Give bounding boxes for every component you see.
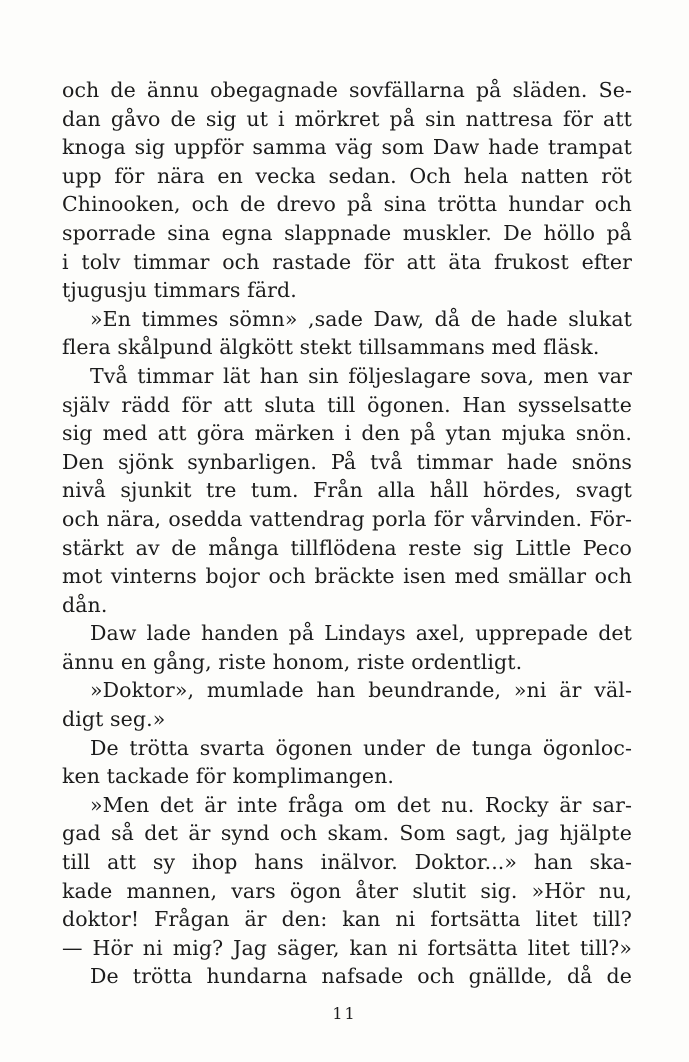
- text-line-6: sporrade sina egna slappnade muskler. De höllo på: [62, 220, 632, 245]
- text-line-23: digt seg.»: [62, 707, 166, 732]
- text-line-32: De trötta hundarna nafsade och gnällde, då de: [90, 964, 632, 989]
- text-line-8: tjugusju timmars färd.: [62, 278, 297, 303]
- text-line-2: dan gåvo de sig ut i mörkret på sin nattresa för att: [62, 106, 632, 131]
- text-line-7: i tolv timmar och rastade för att äta frukost efter: [62, 249, 632, 274]
- text-line-14: Den sjönk synbarligen. På två timmar hade snöns: [62, 449, 632, 474]
- body-text: [62, 76, 632, 991]
- text-line-17: stärkt av de många tillflödena reste sig Little Peco: [62, 535, 632, 560]
- text-line-22: »Doktor», mumlade han beundrande, »ni är väl-: [90, 678, 632, 703]
- text-line-12: själv rädd för att sluta till ögonen. Han sysselsatte: [62, 392, 632, 417]
- text-line-29: kade mannen, vars ögon åter slutit sig. »Hör nu,: [62, 878, 632, 903]
- text-line-31: — Hör ni mig? Jag säger, kan ni fortsätta litet till?»: [62, 935, 632, 960]
- text-line-25: ken tackade för komplimangen.: [62, 764, 395, 789]
- text-line-9: »En timmes sömn» ,sade Daw, då de hade slukat: [90, 306, 632, 331]
- text-line-26: »Men det är inte fråga om det nu. Rocky är sar-: [90, 792, 632, 817]
- page-number: 11: [332, 1004, 357, 1023]
- text-line-15: nivå sjunkit tre tum. Från alla håll hördes, svagt: [62, 478, 632, 503]
- text-line-4: upp för nära en vecka sedan. Och hela natten röt: [62, 163, 632, 188]
- text-line-20: Daw lade handen på Lindays axel, upprepade det: [90, 621, 632, 646]
- text-line-27: gad så det är synd och skam. Som sagt, jag hjälpte: [62, 821, 632, 846]
- text-line-30: doktor! Frågan är den: kan ni fortsätta litet till?: [62, 907, 632, 932]
- text-line-18: mot vinterns bojor och bräckte isen med smällar och: [62, 564, 632, 589]
- text-line-11: Två timmar lät han sin följeslagare sova, men var: [90, 363, 632, 388]
- text-line-3: knoga sig uppför samma väg som Daw hade trampat: [62, 135, 632, 160]
- text-line-21: ännu en gång, riste honom, riste ordentligt.: [62, 649, 523, 674]
- text-line-13: sig med att göra märken i den på ytan mjuka snön.: [62, 421, 632, 446]
- text-line-24: De trötta svarta ögonen under de tunga ögonloc-: [90, 735, 632, 760]
- text-line-5: Chinooken, och de drevo på sina trötta hundar och: [62, 192, 632, 217]
- text-line-16: och nära, osedda vattendrag porla för vårvinden. För-: [62, 506, 632, 531]
- text-line-1: och de ännu obegagnade sovfällarna på släden. Se-: [62, 78, 632, 102]
- text-line-10: flera skålpund älgkött stekt tillsammans med fläsk.: [62, 335, 600, 360]
- text-line-28: till att sy ihop hans inälvor. Doktor...» han ska-: [62, 850, 632, 875]
- text-line-19: dån.: [62, 592, 108, 617]
